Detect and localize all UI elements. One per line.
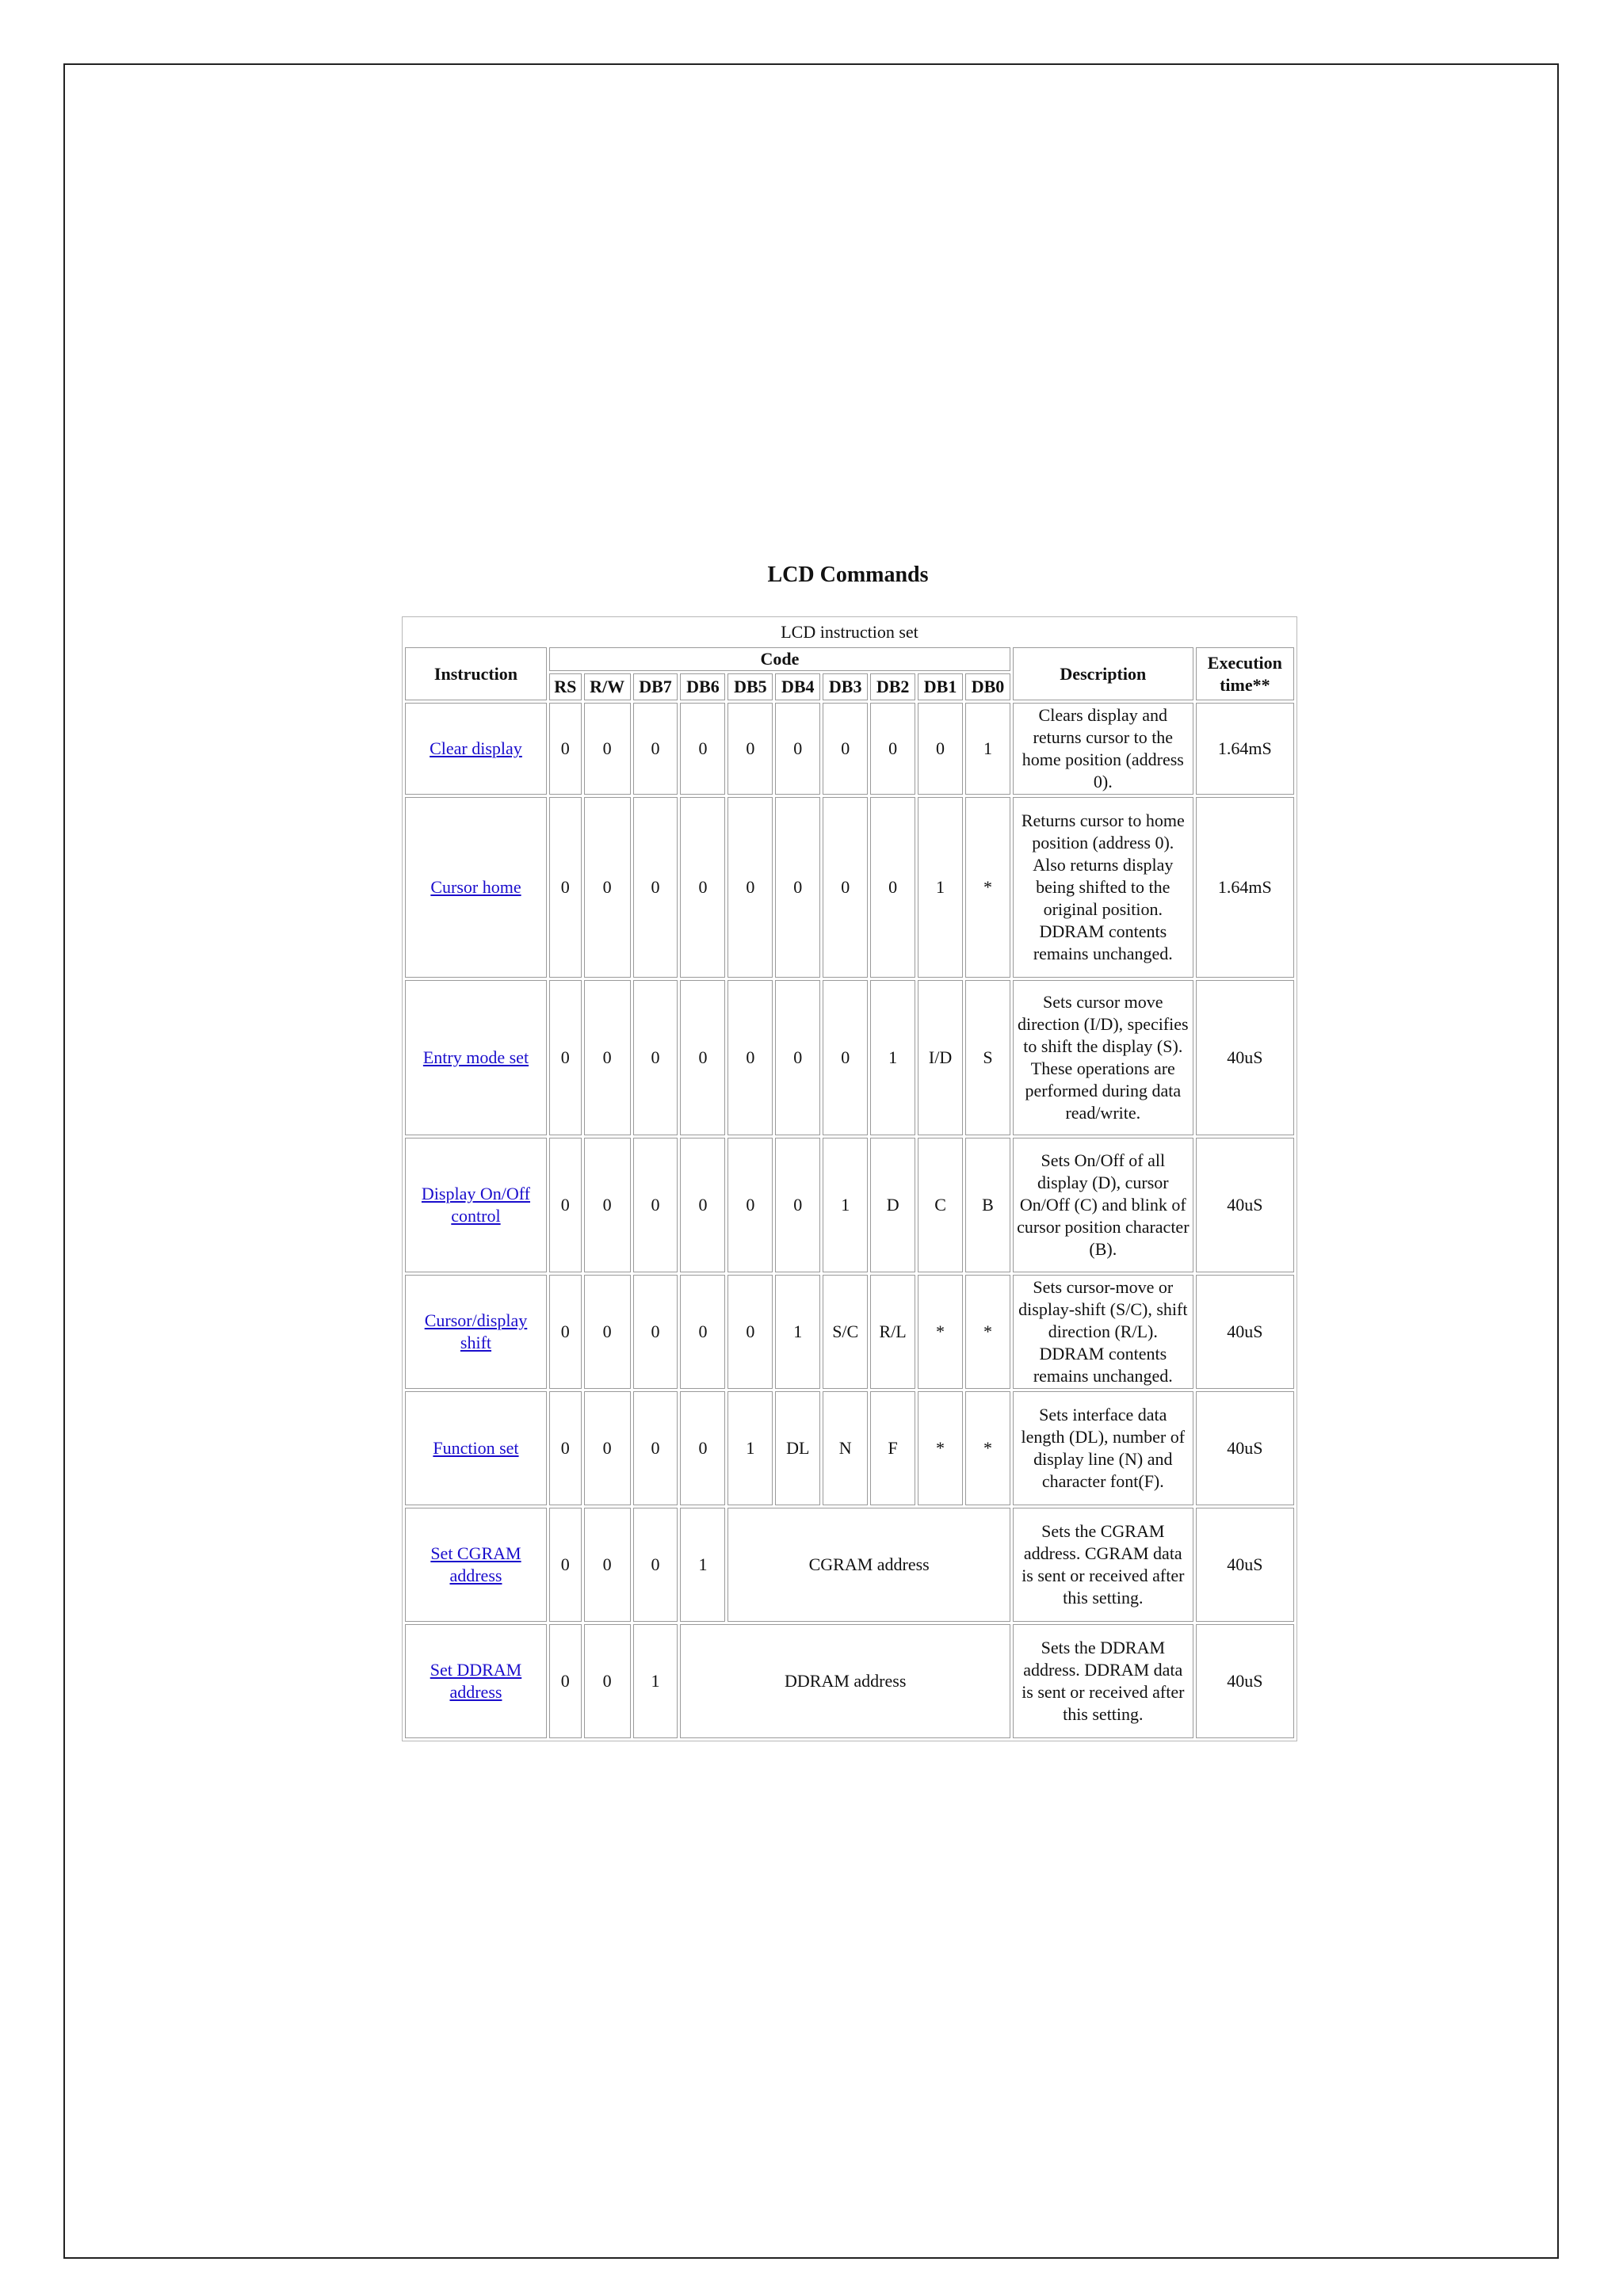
code-bit-cell: 0	[823, 797, 868, 978]
instruction-link[interactable]: Display On/Off control	[421, 1184, 531, 1226]
code-bit-cell: 0	[727, 980, 773, 1135]
code-bit-cell: R/L	[870, 1275, 915, 1389]
instruction-link[interactable]: Set CGRAM address	[430, 1543, 521, 1585]
code-bit-cell: 0	[549, 1624, 582, 1738]
table-row	[405, 980, 1294, 1135]
code-bit-cell: B	[965, 1138, 1010, 1272]
description-cell: Sets the DDRAM address. DDRAM data is sent or received after this setting.	[1013, 1624, 1193, 1738]
table-row	[405, 703, 1294, 795]
code-bit-cell: 0	[584, 1138, 631, 1272]
header-bit-db7: DB7	[633, 673, 678, 700]
code-bit-cell: 0	[775, 797, 820, 978]
execution-time-cell: 40uS	[1196, 1138, 1294, 1272]
code-bit-cell: 1	[727, 1391, 773, 1505]
instruction-cell	[405, 1138, 547, 1272]
instruction-cell	[405, 1624, 547, 1738]
instruction-link[interactable]: Cursor home	[430, 877, 521, 897]
header-description: Description	[1013, 647, 1193, 700]
code-bit-cell: 1	[965, 703, 1010, 795]
code-bit-cell: 0	[633, 980, 678, 1135]
header-bit-db4: DB4	[775, 673, 820, 700]
instruction-cell	[405, 1508, 547, 1622]
execution-time-cell: 40uS	[1196, 980, 1294, 1135]
table-row	[405, 1138, 1294, 1272]
code-bit-cell: 0	[727, 1275, 773, 1389]
code-bit-cell: 0	[727, 797, 773, 978]
code-bit-cell: DL	[775, 1391, 820, 1505]
code-bit-cell: 0	[549, 1391, 582, 1505]
instruction-link[interactable]: Function set	[433, 1438, 519, 1458]
description-cell: Sets cursor move direction (I/D), specifies to shift the display (S). These operations are performed during data read/write.	[1013, 980, 1193, 1135]
code-bit-cell: 1	[775, 1275, 820, 1389]
table-row	[405, 1624, 1294, 1738]
code-bit-cell: 0	[633, 1275, 678, 1389]
code-bit-cell: 0	[870, 703, 915, 795]
header-bit-db1: DB1	[918, 673, 963, 700]
code-bit-cell: *	[965, 1391, 1010, 1505]
header-code: Code	[549, 647, 1010, 671]
execution-time-cell: 40uS	[1196, 1508, 1294, 1622]
code-bit-cell: 0	[584, 797, 631, 978]
header-execution-line2: time**	[1220, 674, 1270, 695]
code-bit-cell: 0	[584, 1508, 631, 1622]
header-bit-db3: DB3	[823, 673, 868, 700]
instruction-link[interactable]: Cursor/display shift	[424, 1310, 528, 1352]
code-bit-cell: D	[870, 1138, 915, 1272]
execution-time-cell: 40uS	[1196, 1275, 1294, 1389]
header-bit-db5: DB5	[727, 673, 773, 700]
code-bit-cell: 0	[918, 703, 963, 795]
table-body	[405, 703, 1294, 1738]
instruction-cell	[405, 1275, 547, 1389]
code-bit-cell: F	[870, 1391, 915, 1505]
code-bit-cell: 1	[870, 980, 915, 1135]
instruction-cell	[405, 797, 547, 978]
header-bit-rw: R/W	[584, 673, 631, 700]
code-bit-cell: S/C	[823, 1275, 868, 1389]
code-bit-cell: 1	[823, 1138, 868, 1272]
code-bit-cell: 0	[633, 797, 678, 978]
code-bit-cell: 0	[680, 980, 725, 1135]
header-execution-line1: Execution	[1207, 652, 1282, 673]
code-bit-cell: N	[823, 1391, 868, 1505]
description-cell: Sets cursor-move or display-shift (S/C), shift direction (R/L). DDRAM contents remains unchanged.	[1013, 1275, 1193, 1389]
description-cell: Sets interface data length (DL), number of display line (N) and character font(F).	[1013, 1391, 1193, 1505]
header-bit-db2: DB2	[870, 673, 915, 700]
code-bit-cell: 1	[680, 1508, 725, 1622]
instruction-cell	[405, 1391, 547, 1505]
address-span-cell: DDRAM address	[680, 1624, 1010, 1738]
instruction-cell	[405, 980, 547, 1135]
code-bit-cell: 0	[680, 797, 725, 978]
execution-time-cell: 40uS	[1196, 1391, 1294, 1505]
code-bit-cell: 0	[727, 703, 773, 795]
code-bit-cell: *	[918, 1275, 963, 1389]
code-bit-cell: 0	[549, 1508, 582, 1622]
code-bit-cell: 0	[549, 980, 582, 1135]
code-bit-cell: 0	[584, 1624, 631, 1738]
code-bit-cell: *	[965, 1275, 1010, 1389]
code-bit-cell: 0	[775, 703, 820, 795]
code-bit-cell: 1	[918, 797, 963, 978]
code-bit-cell: 0	[633, 1391, 678, 1505]
description-cell: Clears display and returns cursor to the home position (address 0).	[1013, 703, 1193, 795]
code-bit-cell: 1	[633, 1624, 678, 1738]
code-bit-cell: 0	[584, 1275, 631, 1389]
code-bit-cell: C	[918, 1138, 963, 1272]
table-caption: LCD instruction set	[781, 622, 918, 642]
code-bit-cell: 0	[727, 1138, 773, 1272]
code-bit-cell: 0	[680, 1138, 725, 1272]
code-bit-cell: 0	[775, 980, 820, 1135]
table-row	[405, 797, 1294, 978]
code-bit-cell: 0	[775, 1138, 820, 1272]
page-title: LCD Commands	[767, 563, 929, 587]
code-bit-cell: 0	[549, 703, 582, 795]
execution-time-cell: 1.64mS	[1196, 797, 1294, 978]
header-bit-rs: RS	[549, 673, 582, 700]
code-bit-cell: 0	[633, 703, 678, 795]
code-bit-cell: 0	[680, 1275, 725, 1389]
code-bit-cell: S	[965, 980, 1010, 1135]
code-bit-cell: 0	[870, 797, 915, 978]
header-execution-time	[1196, 647, 1294, 700]
lcd-instruction-table	[402, 616, 1297, 1741]
code-bit-cell: 0	[823, 980, 868, 1135]
instruction-link[interactable]: Set DDRAM address	[430, 1660, 522, 1702]
execution-time-cell: 40uS	[1196, 1624, 1294, 1738]
instruction-link[interactable]: Entry mode set	[422, 1047, 529, 1067]
description-cell: Sets the CGRAM address. CGRAM data is sent or received after this setting.	[1013, 1508, 1193, 1622]
instruction-cell	[405, 703, 547, 795]
description-cell: Sets On/Off of all display (D), cursor On/Off (C) and blink of cursor position character (B).	[1013, 1138, 1193, 1272]
execution-time-cell: 1.64mS	[1196, 703, 1294, 795]
table-row	[405, 1391, 1294, 1505]
code-bit-cell: I/D	[918, 980, 963, 1135]
code-bit-cell: 0	[549, 797, 582, 978]
header-bit-db0: DB0	[965, 673, 1010, 700]
code-bit-cell: 0	[549, 1275, 582, 1389]
description-cell: Returns cursor to home position (address 0). Also returns display being shifted to the original position. DDRAM contents remains unchanged.	[1013, 797, 1193, 978]
code-bit-cell: 0	[633, 1138, 678, 1272]
instruction-table	[402, 616, 1297, 1741]
code-bit-cell: 0	[584, 1391, 631, 1505]
code-bit-cell: 0	[680, 1391, 725, 1505]
code-bit-cell: *	[918, 1391, 963, 1505]
code-bit-cell: 0	[584, 703, 631, 795]
code-bit-cell: 0	[633, 1508, 678, 1622]
address-span-cell: CGRAM address	[727, 1508, 1010, 1622]
table-row	[405, 1508, 1294, 1622]
header-bit-db6: DB6	[680, 673, 725, 700]
code-bit-cell: 0	[823, 703, 868, 795]
header-instruction: Instruction	[405, 647, 547, 700]
code-bit-cell: *	[965, 797, 1010, 978]
code-bit-cell: 0	[549, 1138, 582, 1272]
code-bit-cell: 0	[680, 703, 725, 795]
instruction-link[interactable]: Clear display	[430, 738, 522, 758]
table-row	[405, 1275, 1294, 1389]
code-bit-cell: 0	[584, 980, 631, 1135]
